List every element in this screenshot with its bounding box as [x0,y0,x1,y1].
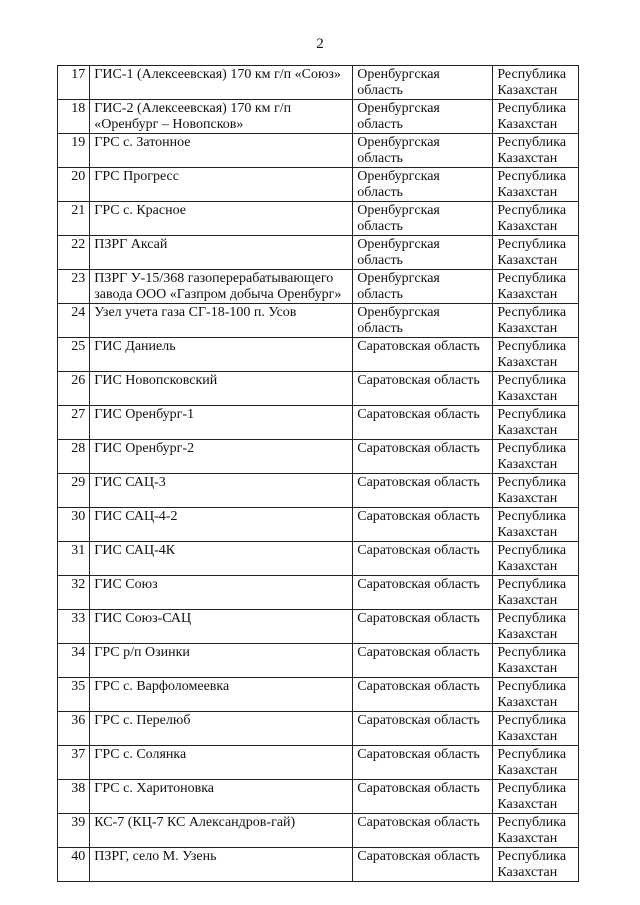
region-name: Саратовская область [353,406,493,440]
row-number: 21 [58,202,90,236]
region-name: Оренбургская область [353,134,493,168]
country-line: Казахстан [497,151,558,166]
region-name: Саратовская область [353,576,493,610]
row-number: 30 [58,508,90,542]
row-number: 27 [58,406,90,440]
country-line: Казахстан [497,763,558,778]
country-line: Республика [497,203,567,218]
country-name [493,304,579,338]
country-line: Республика [497,271,567,286]
country-name [493,678,579,712]
country-line: Республика [497,407,567,422]
country-line: Казахстан [497,389,558,404]
country-line: Республика [497,747,567,762]
table-row [58,848,579,882]
country-name [493,100,579,134]
row-number: 28 [58,440,90,474]
country-line: Республика [497,849,567,864]
region-name: Саратовская область [353,746,493,780]
country-line: Республика [497,441,567,456]
table-body [58,66,579,882]
country-name [493,746,579,780]
country-line: Республика [497,815,567,830]
station-name: ГИС-1 (Алексеевская) 170 км г/п «Союз» [90,66,353,100]
station-name: ГРС с. Варфоломеевка [90,678,353,712]
row-number: 23 [58,270,90,304]
table-row [58,814,579,848]
row-number: 22 [58,236,90,270]
row-number: 17 [58,66,90,100]
country-line: Казахстан [497,831,558,846]
table-row [58,678,579,712]
stations-table [57,65,579,882]
country-line: Республика [497,339,567,354]
country-name [493,576,579,610]
country-line: Республика [497,781,567,796]
row-number: 25 [58,338,90,372]
table-row [58,236,579,270]
region-name: Саратовская область [353,848,493,882]
country-line: Казахстан [497,423,558,438]
table-row [58,100,579,134]
page-number: 2 [316,36,324,52]
row-number: 32 [58,576,90,610]
table-row [58,66,579,100]
country-name [493,848,579,882]
table-row [58,576,579,610]
country-name [493,338,579,372]
country-name [493,814,579,848]
country-line: Казахстан [497,355,558,370]
table-row [58,474,579,508]
country-line: Казахстан [497,117,558,132]
row-number: 36 [58,712,90,746]
country-line: Республика [497,305,567,320]
row-number: 26 [58,372,90,406]
country-line: Республика [497,543,567,558]
country-line: Казахстан [497,185,558,200]
station-name: ГИС Новопсковский [90,372,353,406]
region-name: Саратовская область [353,474,493,508]
row-number: 35 [58,678,90,712]
country-line: Республика [497,101,567,116]
region-name: Саратовская область [353,542,493,576]
table-row [58,542,579,576]
country-name [493,406,579,440]
region-name: Оренбургская область [353,168,493,202]
country-name [493,610,579,644]
region-name: Саратовская область [353,508,493,542]
station-name: ГИС-2 (Алексеевская) 170 км г/п «Оренбург – Новопсков» [90,100,353,134]
table-row [58,610,579,644]
country-name [493,168,579,202]
country-line: Казахстан [497,253,558,268]
table-row [58,338,579,372]
station-name: ГРС с. Затонное [90,134,353,168]
station-name: ГРС с. Перелюб [90,712,353,746]
country-line: Республика [497,577,567,592]
row-number: 37 [58,746,90,780]
table-row [58,202,579,236]
table-row [58,406,579,440]
row-number: 20 [58,168,90,202]
country-line: Республика [497,475,567,490]
row-number: 39 [58,814,90,848]
station-name: ГИС Союз-САЦ [90,610,353,644]
country-name [493,780,579,814]
region-name: Оренбургская область [353,270,493,304]
region-name: Саратовская область [353,338,493,372]
country-line: Казахстан [497,559,558,574]
table-row [58,304,579,338]
country-name [493,372,579,406]
row-number: 34 [58,644,90,678]
table-row [58,508,579,542]
country-line: Республика [497,679,567,694]
region-name: Оренбургская область [353,236,493,270]
region-name: Саратовская область [353,644,493,678]
table-row [58,644,579,678]
country-line: Казахстан [497,525,558,540]
row-number: 24 [58,304,90,338]
region-name: Саратовская область [353,610,493,644]
station-name: ГИС Союз [90,576,353,610]
country-line: Казахстан [497,457,558,472]
region-name: Саратовская область [353,814,493,848]
country-line: Казахстан [497,627,558,642]
station-name: ПЗРГ Аксай [90,236,353,270]
row-number: 29 [58,474,90,508]
station-name: ПЗРГ, село М. Узень [90,848,353,882]
country-line: Республика [497,237,567,252]
country-name [493,202,579,236]
country-name [493,440,579,474]
region-name: Саратовская область [353,712,493,746]
country-line: Республика [497,373,567,388]
station-name: ГРС р/п Озинки [90,644,353,678]
region-name: Оренбургская область [353,66,493,100]
station-name: ГРС с. Красное [90,202,353,236]
row-number: 33 [58,610,90,644]
country-line: Казахстан [497,661,558,676]
row-number: 38 [58,780,90,814]
row-number: 31 [58,542,90,576]
table-row [58,440,579,474]
row-number: 19 [58,134,90,168]
station-name: ГИС САЦ-3 [90,474,353,508]
station-name: ГИС САЦ-4-2 [90,508,353,542]
country-name [493,508,579,542]
country-name [493,644,579,678]
region-name: Саратовская область [353,440,493,474]
country-line: Казахстан [497,287,558,302]
table-row [58,270,579,304]
country-line: Казахстан [497,491,558,506]
station-name: ГРС с. Солянка [90,746,353,780]
region-name: Саратовская область [353,780,493,814]
country-name [493,66,579,100]
table-row [58,780,579,814]
country-line: Казахстан [497,729,558,744]
region-name: Оренбургская область [353,100,493,134]
country-line: Казахстан [497,321,558,336]
station-name: ГИС Оренбург-1 [90,406,353,440]
region-name: Оренбургская область [353,202,493,236]
country-line: Казахстан [497,593,558,608]
country-name [493,712,579,746]
country-line: Республика [497,611,567,626]
country-line: Казахстан [497,695,558,710]
country-name [493,236,579,270]
table-row [58,134,579,168]
row-number: 18 [58,100,90,134]
station-name: ГРС с. Харитоновка [90,780,353,814]
country-name [493,270,579,304]
country-line: Казахстан [497,865,558,880]
country-line: Казахстан [497,219,558,234]
table-row [58,712,579,746]
country-line: Казахстан [497,797,558,812]
station-name: КС-7 (КЦ-7 КС Александров-гай) [90,814,353,848]
station-name: ГРС Прогресс [90,168,353,202]
table-row [58,746,579,780]
country-line: Республика [497,169,567,184]
country-name [493,474,579,508]
country-name [493,542,579,576]
station-name: ГИС Оренбург-2 [90,440,353,474]
region-name: Саратовская область [353,372,493,406]
country-line: Республика [497,509,567,524]
country-line: Республика [497,67,567,82]
country-line: Республика [497,135,567,150]
station-name: ГИС САЦ-4К [90,542,353,576]
region-name: Оренбургская область [353,304,493,338]
station-name: Узел учета газа СГ-18-100 п. Усов [90,304,353,338]
country-line: Республика [497,713,567,728]
table-row [58,168,579,202]
country-line: Республика [497,645,567,660]
country-line: Казахстан [497,83,558,98]
country-name [493,134,579,168]
row-number: 40 [58,848,90,882]
station-name: ПЗРГ У-15/368 газоперерабатывающего завода ООО «Газпром добыча Оренбург» [90,270,353,304]
region-name: Саратовская область [353,678,493,712]
table-row [58,372,579,406]
station-name: ГИС Даниель [90,338,353,372]
